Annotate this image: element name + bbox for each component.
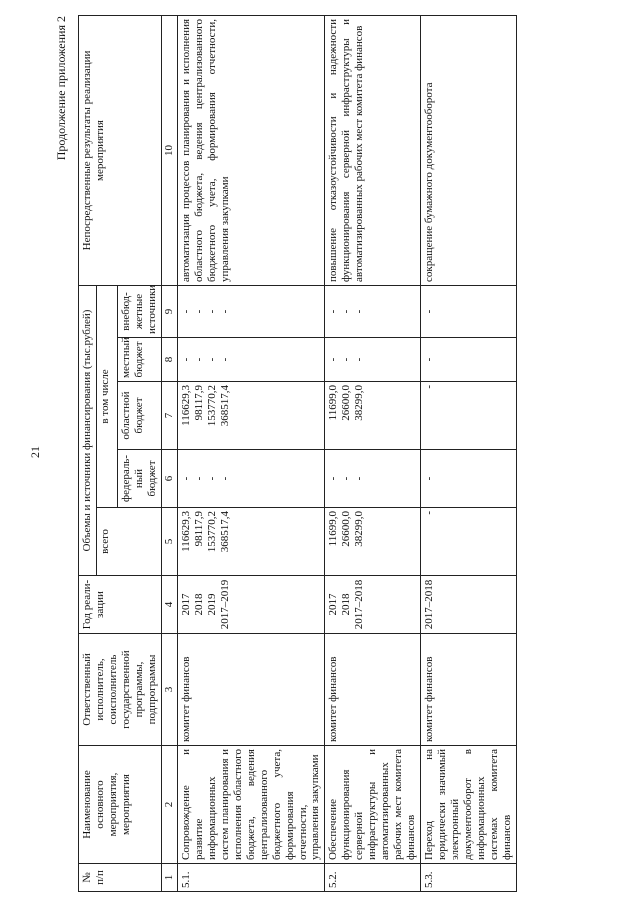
local-value: - — [353, 357, 366, 362]
column-number: 5 — [161, 508, 177, 576]
header-including: в том числе — [96, 285, 117, 507]
expected-result: сокращение бумажного документооборота — [421, 15, 517, 285]
total-value: 153770,2 — [205, 511, 218, 553]
header-extrabudget: внебюд-жетные источники — [117, 285, 161, 337]
federal-value-cell — [177, 450, 325, 508]
column-number: 9 — [161, 285, 177, 337]
column-number: 2 — [161, 746, 177, 864]
header-name: Наименование основного мероприятия, мероприятия — [79, 746, 162, 864]
activity-name: Переход на юридически значимый электронный документооборот в информационных системах комитета финансов — [421, 746, 517, 864]
funding-table — [78, 15, 517, 892]
regional-value-cell — [177, 382, 325, 450]
table-row — [325, 15, 421, 891]
extrabudget-value-cell — [177, 285, 325, 337]
header-funding: Объемы и источники финансирования (тыс.рублей) — [79, 285, 97, 575]
local-value: - — [192, 357, 205, 362]
year-value: 2017–2018 — [423, 579, 436, 630]
local-value: - — [179, 357, 192, 362]
column-number: 8 — [161, 338, 177, 382]
row-number: 5.3. — [421, 864, 517, 892]
responsible-executor: комитет финансов — [177, 634, 325, 746]
header-results: Непосредственные результаты реализации мероприятия — [79, 15, 162, 285]
year-value: 2017–2019 — [218, 579, 231, 630]
total-value: 11699,0 — [327, 511, 340, 547]
local-value: - — [205, 357, 218, 362]
local-value-cell — [177, 338, 325, 382]
activity-name: Сопровождение и развитие информационных систем планирования и исполнения областного бюджета, ведения централизованного бюджетного учета, формирования отчетности, управления закупками — [177, 746, 325, 864]
local-value: - — [327, 357, 340, 362]
federal-value-cell — [421, 450, 517, 508]
expected-result: автоматизация процессов планирования и исполнения областного бюджета, ведения централизованного бюджетного учета, формирования отчетности, управления закупками — [177, 15, 325, 285]
column-number: 1 — [161, 864, 177, 892]
federal-value: - — [340, 476, 353, 481]
regional-value: 11699,0 — [327, 385, 340, 421]
regional-value-cell — [421, 382, 517, 450]
year-value: 2017 — [179, 593, 192, 616]
federal-value: - — [353, 476, 366, 481]
total-value: 26600,0 — [340, 511, 353, 547]
header-local: местный бюджет — [117, 338, 161, 382]
total-value: 368517,4 — [218, 511, 231, 553]
year-value: 2018 — [340, 593, 353, 616]
rotated-page — [20, 12, 620, 892]
column-number: 4 — [161, 576, 177, 634]
federal-value: - — [192, 476, 205, 481]
table-row — [177, 15, 325, 891]
regional-value: 153770,2 — [205, 385, 218, 427]
activity-name: Обеспечение функционирования серверной инфраструктуры и автоматизированных рабочих мест комитета финансов — [325, 746, 421, 864]
continuation-label: Продолжение приложения 2 — [54, 16, 68, 161]
total-value: 98117,9 — [192, 511, 205, 547]
total-value: 116629,3 — [179, 511, 192, 552]
regional-value: 26600,0 — [340, 385, 353, 421]
total-value: 38299,0 — [353, 511, 366, 547]
column-number: 10 — [161, 15, 177, 285]
total-value-cell — [177, 508, 325, 576]
year-value: 2018 — [192, 593, 205, 616]
federal-value: - — [179, 476, 192, 481]
year-value-cell — [325, 576, 421, 634]
extrabudget-value: - — [205, 309, 218, 314]
responsible-executor: комитет финансов — [325, 634, 421, 746]
regional-value-cell — [325, 382, 421, 450]
local-value: - — [340, 357, 353, 362]
local-value: - — [423, 357, 436, 362]
extrabudget-value: - — [353, 309, 366, 314]
year-value: 2017 — [327, 593, 340, 616]
column-number: 7 — [161, 382, 177, 450]
regional-value: 38299,0 — [353, 385, 366, 421]
regional-value: 116629,3 — [179, 385, 192, 426]
total-value-cell — [421, 508, 517, 576]
expected-result: повышение отказоустойчивости и надежности функционирования серверной инфраструктуры и автоматизированных рабочих мест комитета финансов — [325, 15, 421, 285]
extrabudget-value: - — [218, 309, 231, 314]
year-value: 2019 — [205, 593, 218, 616]
federal-value: - — [205, 476, 218, 481]
column-number: 6 — [161, 450, 177, 508]
row-number: 5.2. — [325, 864, 421, 892]
federal-value-cell — [325, 450, 421, 508]
extrabudget-value-cell — [325, 285, 421, 337]
extrabudget-value-cell — [421, 285, 517, 337]
header-regional: областной бюджет — [117, 382, 161, 450]
page-number: 21 — [28, 446, 42, 458]
local-value: - — [218, 357, 231, 362]
total-value-cell — [325, 508, 421, 576]
federal-value: - — [327, 476, 340, 481]
header-total: всего — [96, 508, 161, 576]
year-value: 2017–2018 — [353, 579, 366, 630]
regional-value: - — [423, 385, 436, 389]
extrabudget-value: - — [179, 309, 192, 314]
total-value: - — [423, 511, 436, 515]
column-number-row — [161, 15, 177, 891]
local-value-cell — [325, 338, 421, 382]
extrabudget-value: - — [327, 309, 340, 314]
regional-value: 368517,4 — [218, 385, 231, 427]
extrabudget-value: - — [340, 309, 353, 314]
extrabudget-value: - — [192, 309, 205, 314]
local-value-cell — [421, 338, 517, 382]
federal-value: - — [423, 476, 436, 481]
year-value-cell — [421, 576, 517, 634]
table-row — [421, 15, 517, 891]
federal-value: - — [218, 476, 231, 481]
column-number: 3 — [161, 634, 177, 746]
regional-value: 98117,9 — [192, 385, 205, 421]
header-federal: федераль-ный бюджет — [117, 450, 161, 508]
extrabudget-value: - — [423, 309, 436, 314]
row-number: 5.1. — [177, 864, 325, 892]
header-year: Год реали-зации — [79, 576, 162, 634]
responsible-executor: комитет финансов — [421, 634, 517, 746]
header-executor: Ответственный исполнитель, соисполнитель государственной программы, подпрограммы — [79, 634, 162, 746]
header-num: № п/п — [79, 864, 162, 892]
year-value-cell — [177, 576, 325, 634]
